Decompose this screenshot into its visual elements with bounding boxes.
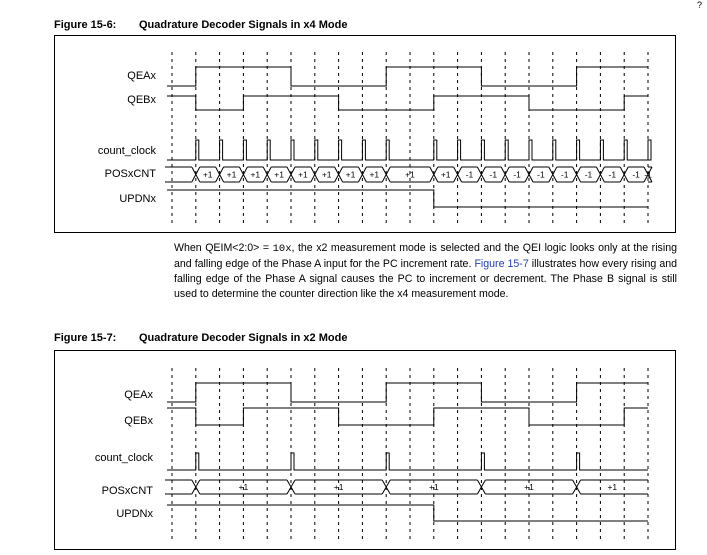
posxcnt-value: -1: [537, 169, 545, 180]
para-text-2: , the x2 measurement mode is selected and the QEI logic looks only at the rising and falling edge of the Phase A input for the PC increment rate.: [174, 242, 677, 270]
figure-caption: Quadrature Decoder Signals in x4 Mode: [139, 19, 348, 31]
signal-label: UPDNx: [119, 193, 156, 205]
figure-caption: Quadrature Decoder Signals in x2 Mode: [139, 332, 348, 344]
figure-number: Figure 15-7:: [54, 332, 117, 344]
qebx-waveform: [167, 96, 648, 110]
posxcnt-value: +1: [428, 482, 439, 492]
para-code: 10x: [272, 243, 292, 255]
posxcnt-value: +1: [202, 169, 213, 180]
signal-label: count_clock: [94, 452, 153, 464]
posxcnt-value: -1: [489, 169, 498, 180]
updnx-waveform: [167, 190, 648, 207]
posxcnt-value: +1: [369, 169, 380, 180]
figure-cross-reference-link[interactable]: Figure 15-7: [474, 258, 529, 270]
signal-label: QEBx: [124, 415, 153, 427]
qeax-waveform: [167, 67, 648, 86]
posxcnt-value: +1: [524, 482, 534, 492]
signal-label: POSxCNT: [104, 168, 156, 180]
signal-label: QEBx: [127, 94, 156, 106]
para-text-1: When QEIM<2:0> =: [174, 242, 273, 254]
posxcnt-value: +1: [333, 482, 344, 492]
posxcnt-value: +1: [405, 169, 415, 180]
qeax-waveform: [167, 383, 648, 402]
posxcnt-value: -1: [584, 169, 593, 180]
posxcnt-value: +1: [321, 169, 332, 180]
posxcnt-value: -1: [644, 169, 652, 180]
posxcnt-value: +1: [238, 482, 249, 492]
posxcnt-value: -1: [465, 169, 474, 180]
signal-label: UPDNx: [116, 508, 153, 520]
posxcnt-value: +1: [274, 169, 284, 180]
posxcnt-value: -1: [608, 169, 617, 180]
posxcnt-value: +1: [440, 169, 451, 180]
posxcnt-value: +1: [345, 169, 356, 180]
signal-label: count_clock: [97, 145, 156, 157]
posxcnt-value: +1: [607, 482, 618, 492]
posxcnt-value: +1: [298, 169, 308, 180]
figure-number: Figure 15-6:: [54, 19, 117, 31]
posxcnt-value: -1: [632, 169, 640, 180]
posxcnt-value: -1: [560, 169, 569, 180]
qebx-waveform: [167, 408, 648, 425]
body-paragraph: [174, 241, 677, 302]
corner-mark: ?: [697, 0, 703, 10]
count-clock-waveform: [167, 140, 651, 160]
signal-label: QEAx: [127, 70, 156, 82]
signal-label: POSxCNT: [101, 485, 153, 497]
posxcnt-value: +1: [226, 169, 237, 180]
para-text-3: illustrates how every rising and falling edge of the Phase A signal causes the PC to increment or decrement. The Phase B signal is still used to determine the counter direction like the x4 measurement mode.: [174, 258, 677, 300]
posxcnt-value: -1: [513, 169, 521, 180]
updnx-waveform: [167, 505, 648, 521]
posxcnt-value: +1: [250, 169, 261, 180]
signal-label: QEAx: [124, 389, 153, 401]
count-clock-waveform: [167, 453, 648, 470]
